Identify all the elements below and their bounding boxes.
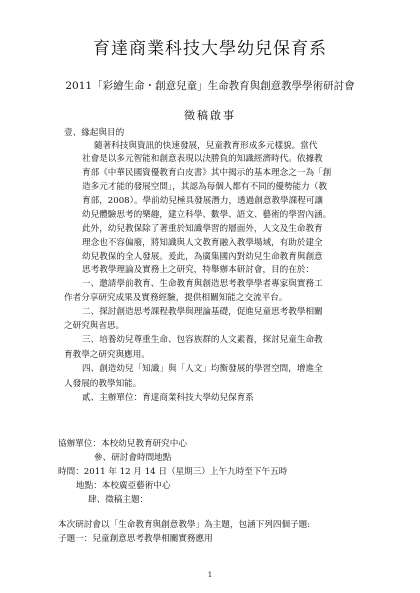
objective-item: 人發展的教學知能。	[64, 379, 142, 389]
co-organizer-line: 參、研討會時間地點	[94, 453, 172, 463]
page-number: 1	[207, 571, 213, 579]
paragraph-line: 社會是以多元智能和創意表現以決勝負的知識經濟時代。依據教	[82, 154, 323, 164]
objective-item: 之研究與省思。	[64, 321, 125, 331]
objective-item: 育教學之研究與應用。	[64, 350, 150, 360]
paragraph-line: 幼兒體驗思考的樂趣，建立科學、數學、語文、藝術的學習內涵。	[82, 210, 332, 220]
section-heading-1: 壹、緣起與目的	[64, 128, 125, 138]
paragraph-line: 此外，幼兒教保除了著重於知識學習的層面外，人文及生命教育	[82, 224, 323, 234]
event-time: 地點：本校廣亞藝術中心	[76, 481, 171, 491]
event-location: 肆、徵稿主題：	[88, 495, 149, 505]
section-heading-organizer: 協辦單位：本校幼兒教育研究中心	[58, 439, 187, 449]
paragraph-line: 隨著科技與資訊的快速發展，兒童教育形成多元樣貌。當代	[94, 141, 318, 151]
objective-item-continued: 三、培養幼兒尊重生命、包容族群的人文素養，探討兒童生命教	[82, 335, 323, 345]
paragraph-line: 育部《中華民國資優教育白皮書》其中揭示的基本理念之一為「創	[82, 168, 332, 178]
section-heading-topics: 本次研討會以「生命教育與創意教學」為主題，包涵下列四個子題:	[58, 520, 311, 530]
topics-intro: 子題一：兒童創意思考教學相關實務應用	[58, 534, 213, 544]
paragraph-line: 思考教學理論及實務上之研究，特舉辦本研討會，目的在於：	[82, 265, 315, 275]
paragraph-line: 理念也不容偏廢，將知識與人文教育融入教學場域，有助於建全	[82, 238, 323, 248]
objective-item: 作者分享研究成果及實務經驗，提供相關知能之交流平台。	[64, 293, 288, 303]
paragraph-line: 一、邀請學前教育、生命教育與創造思考教學學者專家與實務工	[82, 279, 323, 289]
document-title: 育達商業科技大學幼兒保育系	[93, 39, 327, 59]
section-heading-time-location: 時間：2011 年 12 月 14 日（星期三）上午九時至下午五時	[58, 467, 288, 477]
objective-item-continued: 二、探討創造思考課程教學與理論基礎，促進兒童思考教學相關	[82, 307, 323, 317]
call-for-papers-heading: 徵稿啟事	[184, 109, 236, 122]
objective-item-continued: 四、創造幼兒「知識」與「人文」均衡發展的學習空間，增進全	[82, 364, 323, 374]
paragraph-line: 育部，2008）。學前幼兒極具發展潛力，透過創意教學課程可讓	[82, 196, 324, 206]
paragraph-line: 幼兒教保的全人發展。爰此，為廣集國內對幼兒生命教育與創意	[82, 252, 323, 262]
paragraph-line: 造多元才能的發展空間」，其認為每個人都有不同的優勢能力（教	[82, 182, 327, 192]
conference-subtitle: 2011「彩繪生命・創意兒童」生命教育與創意教學學術研討會	[65, 80, 355, 92]
objective-item-continued: 貳、主辦單位：育達商業科技大學幼兒保育系	[82, 393, 254, 403]
